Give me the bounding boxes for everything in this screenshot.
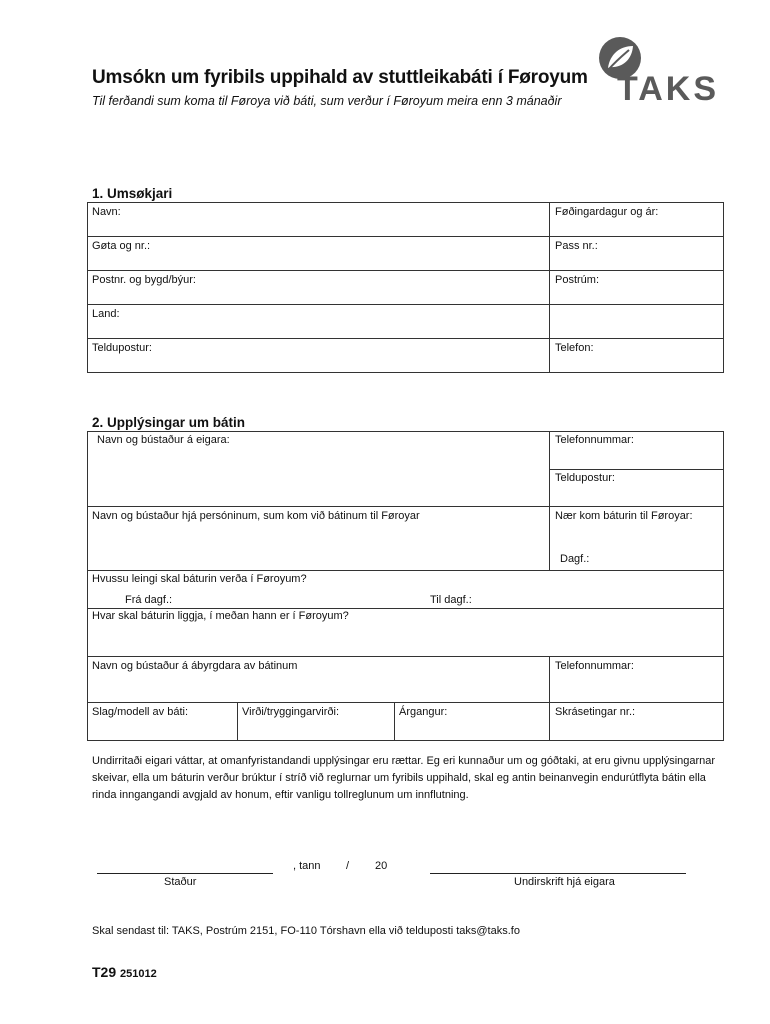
form-code xyxy=(92,964,157,980)
page-subtitle: Til ferðandi sum koma til Føroya við báti, sum verður í Føroyum meira enn 3 mánaðir xyxy=(92,94,562,108)
field-dagf[interactable]: Dagf.: xyxy=(560,553,590,565)
undirskrift-label: Undirskrift hjá eigara xyxy=(514,876,615,888)
field-hvussu-leingi: Hvussu leingi skal báturin verða í Føroyum? xyxy=(92,573,307,585)
field-land[interactable]: Land: xyxy=(92,308,120,320)
field-naer-kom[interactable]: Nær kom báturin til Føroyar: xyxy=(555,510,693,522)
field-virdi[interactable]: Virði/tryggingarvirði: xyxy=(242,706,340,718)
field-abyrgdari[interactable]: Navn og bústaður á ábyrgdara av bátinum xyxy=(92,660,298,672)
place-signature-line[interactable] xyxy=(97,873,273,874)
page-title: Umsókn um fyribils uppihald av stuttleikabáti í Føroyum xyxy=(92,67,588,88)
section-1-title: 1. Umsøkjari xyxy=(92,186,173,201)
field-eigari[interactable]: Navn og bústaður á eigara: xyxy=(97,434,230,446)
date-tann: , tann xyxy=(293,860,321,872)
field-hvar-liggja[interactable]: Hvar skal báturin liggja, í meðan hann er í Føroyum? xyxy=(92,610,349,622)
field-person[interactable]: Navn og bústaður hjá persóninum, sum kom við bátinum til Føroyar xyxy=(92,510,420,522)
send-to-text: Skal sendast til: TAKS, Postrúm 2151, FO-110 Tórshavn ella við telduposti taks@taks.fo xyxy=(92,925,520,937)
field-boat-teldupostur[interactable]: Teldupostur: xyxy=(555,472,615,484)
field-telefonnummar[interactable]: Telefonnummar: xyxy=(555,434,634,446)
field-teldupostur[interactable]: Teldupostur: xyxy=(92,342,152,354)
field-pass[interactable]: Pass nr.: xyxy=(555,240,598,252)
field-telefon[interactable]: Telefon: xyxy=(555,342,594,354)
field-postrum[interactable]: Postrúm: xyxy=(555,274,600,286)
form-code-label: T29 xyxy=(92,964,117,980)
field-fodingardagur[interactable]: Føðingardagur og ár: xyxy=(555,206,659,218)
owner-signature-line[interactable] xyxy=(430,873,686,874)
declaration-text: Undirritaði eigari váttar, at omanfyristandandi upplýsingar eru rættar. Eg eri kunnaður um og góðtaki, at eru givnu upplýsingarnar skeivar, ella um báturin verður brúktur í stríð við reglurnar um fyribils uppihald, skal eg antin beinanvegin endurútflyta bátin ella rinda inngangandi avgjald av honum, eftir vanligu tollreglunum um innflutning. xyxy=(92,755,716,801)
field-slag[interactable]: Slag/modell av báti: xyxy=(92,706,188,718)
field-fra-dagf[interactable]: Frá dagf.: xyxy=(125,594,173,606)
date-year: 20 xyxy=(375,860,388,872)
field-gota[interactable]: Gøta og nr.: xyxy=(92,240,151,252)
field-til-dagf[interactable]: Til dagf.: xyxy=(430,594,472,606)
field-argangur[interactable]: Árgangur: xyxy=(399,706,448,718)
field-telefonnummar-2[interactable]: Telefonnummar: xyxy=(555,660,634,672)
field-navn[interactable]: Navn: xyxy=(92,206,121,218)
date-slash: / xyxy=(346,860,350,872)
field-skrasetingar[interactable]: Skrásetingar nr.: xyxy=(555,706,636,718)
taks-logo: TAKS xyxy=(617,70,720,108)
section-2-title: 2. Upplýsingar um bátin xyxy=(92,415,246,430)
stadur-label: Staður xyxy=(164,876,197,888)
field-postnr[interactable]: Postnr. og bygd/býur: xyxy=(92,274,196,286)
form-code-number: 251012 xyxy=(120,968,157,980)
